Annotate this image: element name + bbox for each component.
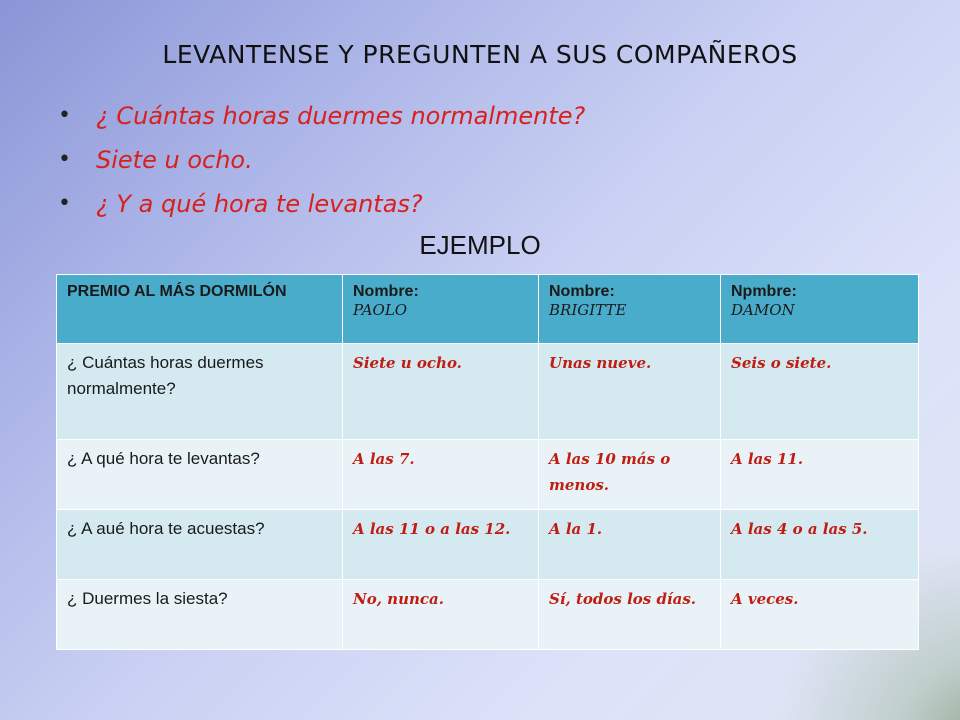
- answer-cell: Unas nueve.: [539, 344, 721, 440]
- answer-cell: No, nunca.: [343, 580, 539, 650]
- bullet-text: ¿ Cuántas horas duermes normalmente?: [96, 102, 586, 130]
- header-cell-name: [343, 275, 539, 344]
- answer-cell: Sí, todos los días.: [539, 580, 721, 650]
- header-cell-award: [57, 275, 343, 344]
- bullet-text: Siete u ocho.: [96, 146, 253, 174]
- slide-title: LEVANTENSE Y PREGUNTEN A SUS COMPAÑEROS: [162, 40, 798, 69]
- answer-cell: A las 10 más o menos.: [539, 440, 721, 510]
- answer-cell: A las 7.: [343, 440, 539, 510]
- answer-cell: A veces.: [721, 580, 919, 650]
- header-cell-name: [539, 275, 721, 344]
- bullet-item: [58, 138, 585, 182]
- header-name-label: Nombre:: [353, 283, 419, 300]
- answer-cell: Siete u ocho.: [343, 344, 539, 440]
- answer-cell: A las 11.: [721, 440, 919, 510]
- table-header-row: [57, 275, 919, 344]
- question-cell: ¿ A aué hora te acuestas?: [57, 510, 343, 580]
- bullet-item: [58, 182, 585, 226]
- header-name-label: Nombre:: [549, 283, 615, 300]
- bullet-item: [58, 94, 585, 138]
- answer-cell: Seis o siete.: [721, 344, 919, 440]
- table-row: [57, 440, 919, 510]
- question-cell: ¿ Duermes la siesta?: [57, 580, 343, 650]
- header-name-value: DAMON: [731, 301, 795, 319]
- bullet-text: ¿ Y a qué hora te levantas?: [96, 190, 423, 218]
- header-name-value: BRIGITTE: [549, 301, 627, 319]
- header-award-label: PREMIO AL MÁS DORMILÓN: [67, 283, 287, 300]
- survey-table: [56, 274, 919, 650]
- table-row: [57, 344, 919, 440]
- answer-cell: A la 1.: [539, 510, 721, 580]
- table-row: [57, 580, 919, 650]
- answer-cell: A las 11 o a las 12.: [343, 510, 539, 580]
- bullet-icon: •: [58, 147, 71, 172]
- header-name-value: PAOLO: [353, 301, 408, 319]
- header-name-label: Npmbre:: [731, 283, 797, 300]
- bullet-icon: •: [58, 191, 71, 216]
- section-subtitle: EJEMPLO: [419, 230, 541, 260]
- table-row: [57, 510, 919, 580]
- answer-cell: A las 4 o a las 5.: [721, 510, 919, 580]
- question-cell: ¿ Cuántas horas duermes normalmente?: [57, 344, 343, 440]
- bullet-icon: •: [58, 103, 71, 128]
- header-cell-name: [721, 275, 919, 344]
- question-cell: ¿ A qué hora te levantas?: [57, 440, 343, 510]
- bullet-list: [58, 94, 585, 226]
